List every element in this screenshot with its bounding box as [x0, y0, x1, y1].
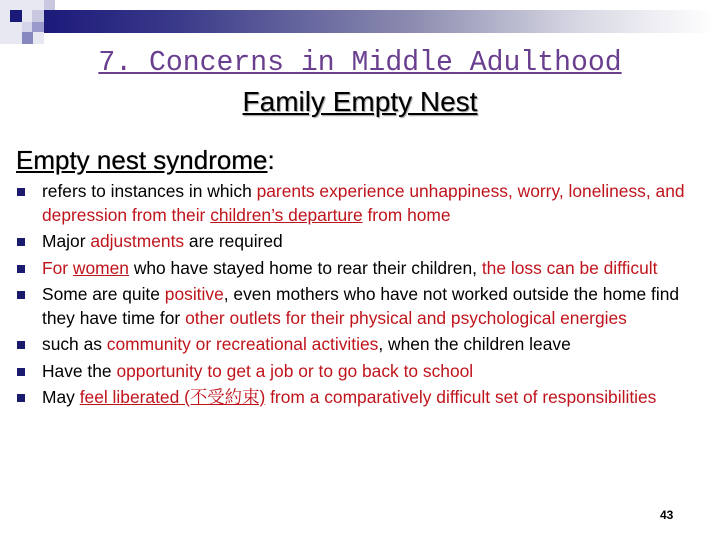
list-item	[14, 360, 704, 384]
text-segment: , even mothers who have not worked outside the home find they have time for	[42, 284, 680, 328]
text-segment: from home	[362, 204, 451, 225]
text-segment: Major	[42, 231, 91, 251]
text-segment: Have the	[42, 360, 117, 381]
bullet-list	[14, 180, 704, 413]
deco-square	[44, 0, 55, 10]
heading-term: Empty nest syndrome	[16, 145, 268, 175]
text-segment: May	[42, 387, 80, 407]
list-item	[14, 386, 704, 410]
list-item	[14, 283, 704, 330]
text-segment: other outlets for their physical and psychological energies	[185, 307, 627, 328]
text-segment: positive	[164, 284, 224, 304]
square-bullet-icon	[17, 368, 25, 376]
text-segment: , when the children leave	[378, 334, 571, 354]
text-segment: the loss can be difficult	[481, 257, 658, 278]
deco-square	[22, 32, 33, 44]
square-bullet-icon	[17, 394, 25, 402]
text-segment: such as	[42, 334, 107, 354]
deco-square	[10, 10, 22, 22]
deco-square	[32, 10, 44, 22]
square-bullet-icon	[17, 238, 25, 246]
page-number: 43	[660, 508, 674, 522]
text-segment: opportunity to get a job or to go back to school	[116, 360, 474, 381]
text-segment: women	[72, 257, 129, 278]
slide-title: 7. Concerns in Middle Adulthood	[98, 46, 622, 79]
square-bullet-icon	[17, 341, 25, 349]
slide-subtitle: Family Empty Nest	[242, 86, 478, 117]
text-segment: adjustments	[90, 231, 185, 251]
text-segment: children’s departure	[210, 204, 363, 225]
list-item	[14, 257, 704, 281]
list-item	[14, 333, 704, 357]
list-item	[14, 230, 704, 254]
text-segment: from a comparatively difficult set of responsibilities	[265, 387, 657, 407]
square-bullet-icon	[17, 291, 25, 299]
text-segment: community or recreational activities	[106, 334, 379, 354]
square-bullet-icon	[17, 265, 25, 273]
text-segment: For	[42, 257, 73, 278]
deco-square	[32, 22, 44, 32]
text-segment: who have stayed home to rear their children,	[128, 257, 482, 278]
title-banner	[44, 10, 714, 33]
square-bullet-icon	[17, 188, 25, 196]
section-heading	[16, 145, 275, 176]
list-item	[14, 180, 704, 227]
text-segment: Some are quite	[42, 284, 165, 304]
heading-colon: :	[267, 145, 275, 175]
text-segment: parents experience unhappiness, worry, loneliness, and depression from their	[42, 181, 685, 225]
text-segment: are required	[184, 231, 283, 251]
text-segment: refers to instances in which	[42, 181, 257, 201]
text-segment: feel liberated (不受約束)	[79, 387, 266, 407]
